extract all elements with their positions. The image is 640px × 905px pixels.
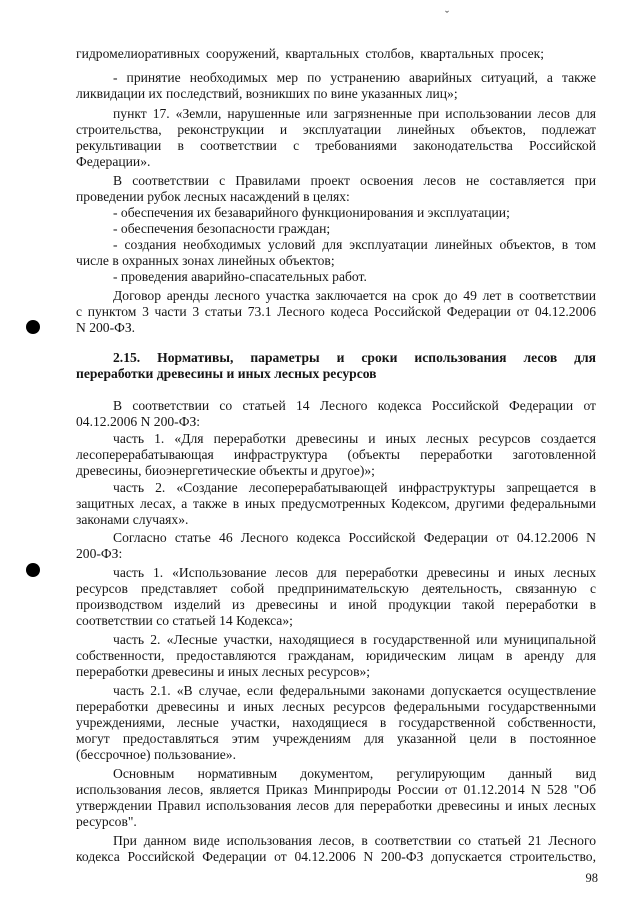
text-line: использования лесов, является Приказ Минприроды России от 01.12.2014 N 528 "Об bbox=[76, 782, 596, 797]
text-line: кодекса Российской Федерации от 04.12.2006 N 200-ФЗ допускается строительство, bbox=[76, 849, 596, 864]
section-heading: переработки древесины и иных лесных ресурсов bbox=[76, 366, 377, 381]
text-line: Федерации». bbox=[76, 154, 151, 169]
list-item: - проведения аварийно-спасательных работ. bbox=[113, 269, 367, 284]
list-item: - обеспечения их безаварийного функционирования и эксплуатации; bbox=[113, 205, 510, 220]
text-line: N 200-ФЗ. bbox=[76, 320, 136, 335]
paragraph-first-line: пункт 17. «Земли, нарушенные или загрязненные при использовании лесов для bbox=[113, 106, 596, 121]
text-line: ликвидации их последствий, возникших по вине указанных лиц»; bbox=[76, 86, 458, 101]
paragraph-first-line: Согласно статье 46 Лесного кодекса Российской Федерации от 04.12.2006 N bbox=[113, 530, 596, 545]
punch-hole bbox=[26, 320, 40, 334]
text-line: переработки древесины и иных лесных ресурсов»; bbox=[76, 664, 371, 679]
paragraph-first-line: Договор аренды лесного участка заключается на срок до 49 лет в соответствии bbox=[113, 288, 596, 303]
paragraph-first-line: Основным нормативным документом, регулирующим данный вид bbox=[113, 766, 596, 781]
text-line: проведении рубок лесных насаждений в целях: bbox=[76, 189, 350, 204]
section-heading: 2.15. Нормативы, параметры и сроки использования лесов для bbox=[113, 350, 596, 365]
paragraph-first-line: часть 2.1. «В случае, если федеральными законами допускается осуществление bbox=[113, 683, 596, 698]
paragraph-first-line: При данном виде использования лесов, в соответствии со статьей 21 Лесного bbox=[113, 833, 596, 848]
text-line: законами случаях». bbox=[76, 512, 189, 527]
text-line: соответствии со статьей 14 Кодекса»; bbox=[76, 613, 293, 628]
paragraph-first-line: часть 2. «Создание лесоперерабатывающей инфраструктуры запрещается в bbox=[113, 480, 596, 495]
paragraph-first-line: В соответствии с Правилами проект освоения лесов не составляется при bbox=[113, 173, 596, 188]
list-item: - создания необходимых условий для эксплуатации линейных объектов, в том bbox=[113, 237, 596, 252]
list-item: - обеспечения безопасности граждан; bbox=[113, 221, 331, 236]
text-line: строительства, реконструкции и эксплуатации линейных объектов, подлежат bbox=[76, 122, 596, 137]
scan-mark: ˇ bbox=[445, 8, 449, 22]
punch-hole bbox=[26, 563, 40, 577]
paragraph-first-line: часть 1. «Использование лесов для переработки древесины и иных лесных bbox=[113, 565, 596, 580]
page-number: 98 bbox=[585, 871, 598, 885]
text-line: утверждении Правил использования лесов для переработки древесины и иных лесных bbox=[76, 798, 596, 813]
text-line: 04.12.2006 N 200-ФЗ: bbox=[76, 414, 201, 429]
text-line: ресурсов". bbox=[76, 814, 137, 829]
text-line: могут предоставляться этим учреждениям для указанной цели в постоянное bbox=[76, 731, 596, 746]
text-line: 200-ФЗ: bbox=[76, 546, 123, 561]
paragraph-first-line: В соответствии со статьей 14 Лесного кодекса Российской Федерации от bbox=[113, 398, 596, 413]
text-line: древесины, биоэнергетические объекты и другое)»; bbox=[76, 463, 375, 478]
text-line: (бессрочное) пользование». bbox=[76, 747, 236, 762]
text-line: числе в охранных зонах линейных объектов; bbox=[76, 253, 335, 268]
text-line: защитных лесах, а также в иных предусмотренных Кодексом, другими федеральными bbox=[76, 496, 596, 511]
paragraph-first-line: часть 1. «Для переработки древесины и иных лесных ресурсов создается bbox=[113, 431, 596, 446]
text-line: собственности, предоставляются гражданам, юридическим лицам в аренду для bbox=[76, 648, 596, 663]
text-line: с пунктом 3 части 3 статьи 73.1 Лесного кодеса Российской Федерации от 04.12.2006 bbox=[76, 304, 596, 319]
text-line: учреждениями, лесные участки, находящиеся в государственной собственности, bbox=[76, 715, 596, 730]
list-item: - принятие необходимых мер по устранению аварийных ситуаций, а также bbox=[113, 70, 596, 85]
text-line: переработки древесины и иных лесных ресурсов федеральными государственными bbox=[76, 699, 596, 714]
paragraph-first-line: часть 2. «Лесные участки, находящиеся в государственной или муниципальной bbox=[113, 632, 596, 647]
text-line: ресурсов представляет собой предпринимательскую деятельность, связанную с bbox=[76, 581, 596, 596]
text-line: гидромелиоративных сооружений, квартальных столбов, квартальных просек; bbox=[76, 46, 544, 61]
text-line: лесоперерабатывающая инфраструктура (объекты переработки заготовленной bbox=[76, 447, 596, 462]
text-line: рекультивации в соответствии с требованиями законодательства Российской bbox=[76, 138, 596, 153]
text-line: производством изделий из древесины и иной продукции такой переработки в bbox=[76, 597, 596, 612]
